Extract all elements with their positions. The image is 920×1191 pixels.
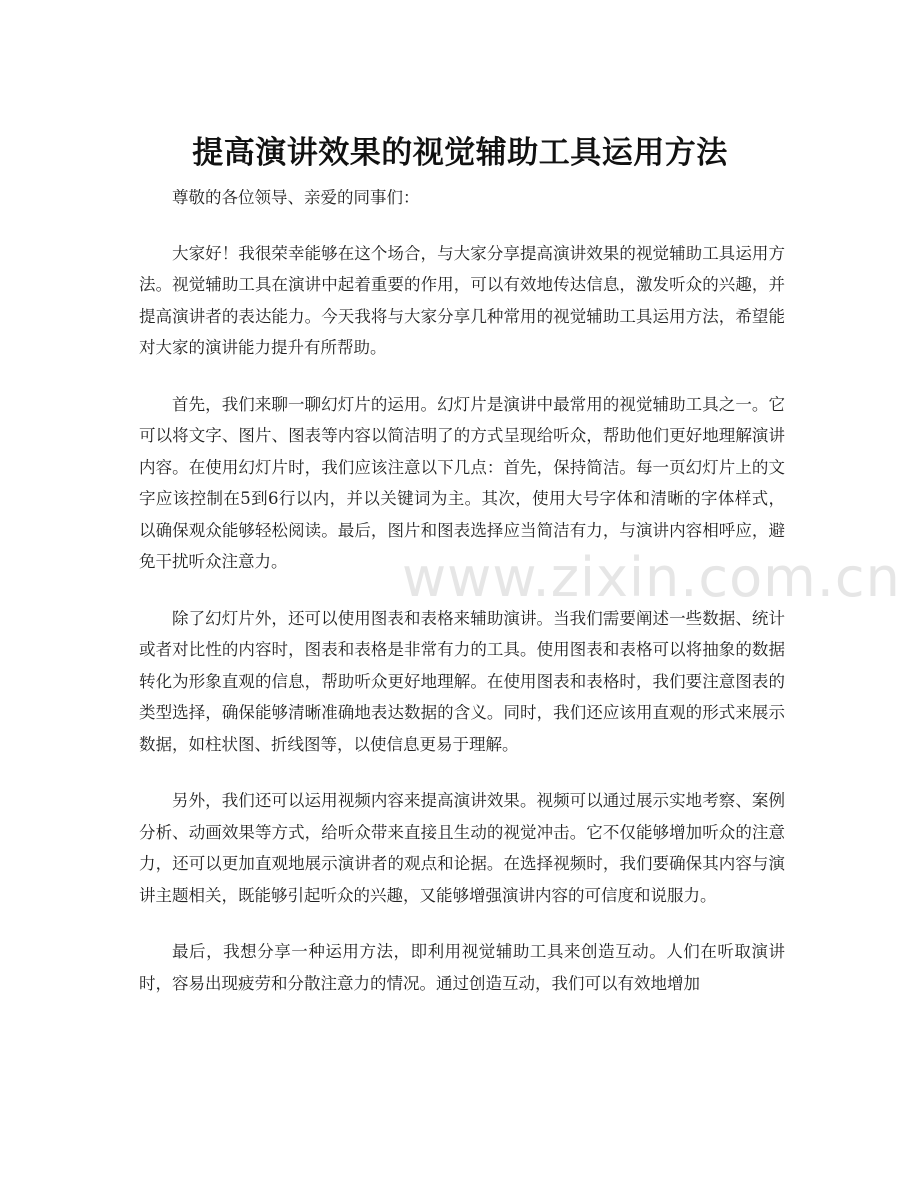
paragraph-5: 最后，我想分享一种运用方法，即利用视觉辅助工具来创造互动。人们在听取演讲时，容易出现疲劳和分散注意力的情况。通过创造互动，我们可以有效地增加 [139, 942, 785, 993]
paragraph-2: 首先，我们来聊一聊幻灯片的运用。幻灯片是演讲中最常用的视觉辅助工具之一。它可以将文字、图片、图表等内容以简洁明了的方式呈现给听众，帮助他们更好地理解演讲内容。在使用幻灯片时，我们应该注意以下几点：首先，保持简洁。每一页幻灯片上的文字应该控制在5到6行以内，并以关键词为主。其次，使用大号字体和清晰的字体样式，以确保观众能够轻松阅读。最后，图片和图表选择应当简洁有力，与演讲内容相呼应，避免干扰听众注意力。 [139, 394, 785, 571]
page-title: 提高演讲效果的视觉辅助工具运用方法 [192, 134, 728, 171]
watermark: www.zixin.com.cn [402, 546, 901, 609]
paragraph-3: 除了幻灯片外，还可以使用图表和表格来辅助演讲。当我们需要阐述一些数据、统计或者对比性的内容时，图表和表格是非常有力的工具。使用图表和表格可以将抽象的数据转化为形象直观的信息，帮助听众更好地理解。在使用图表和表格时，我们要注意图表的类型选择，确保能够清晰准确地表达数据的含义。同时，我们还应该用直观的形式来展示数据，如柱状图、折线图等，以使信息更易于理解。 [139, 608, 785, 754]
paragraph-1: 大家好！我很荣幸能够在这个场合，与大家分享提高演讲效果的视觉辅助工具运用方法。视觉辅助工具在演讲中起着重要的作用，可以有效地传达信息，激发听众的兴趣，并提高演讲者的表达能力。今天我将与大家分享几种常用的视觉辅助工具运用方法，希望能对大家的演讲能力提升有所帮助。 [139, 243, 785, 357]
document-body [139, 182, 785, 1024]
paragraph-4: 另外，我们还可以运用视频内容来提高演讲效果。视频可以通过展示实地考察、案例分析、动画效果等方式，给听众带来直接且生动的视觉冲击。它不仅能够增加听众的注意力，还可以更加直观地展示演讲者的观点和论据。在选择视频时，我们要确保其内容与演讲主题相关，既能够引起听众的兴趣，又能够增强演讲内容的可信度和说服力。 [139, 791, 785, 905]
greeting: 尊敬的各位领导、亲爱的同事们： [172, 188, 420, 207]
